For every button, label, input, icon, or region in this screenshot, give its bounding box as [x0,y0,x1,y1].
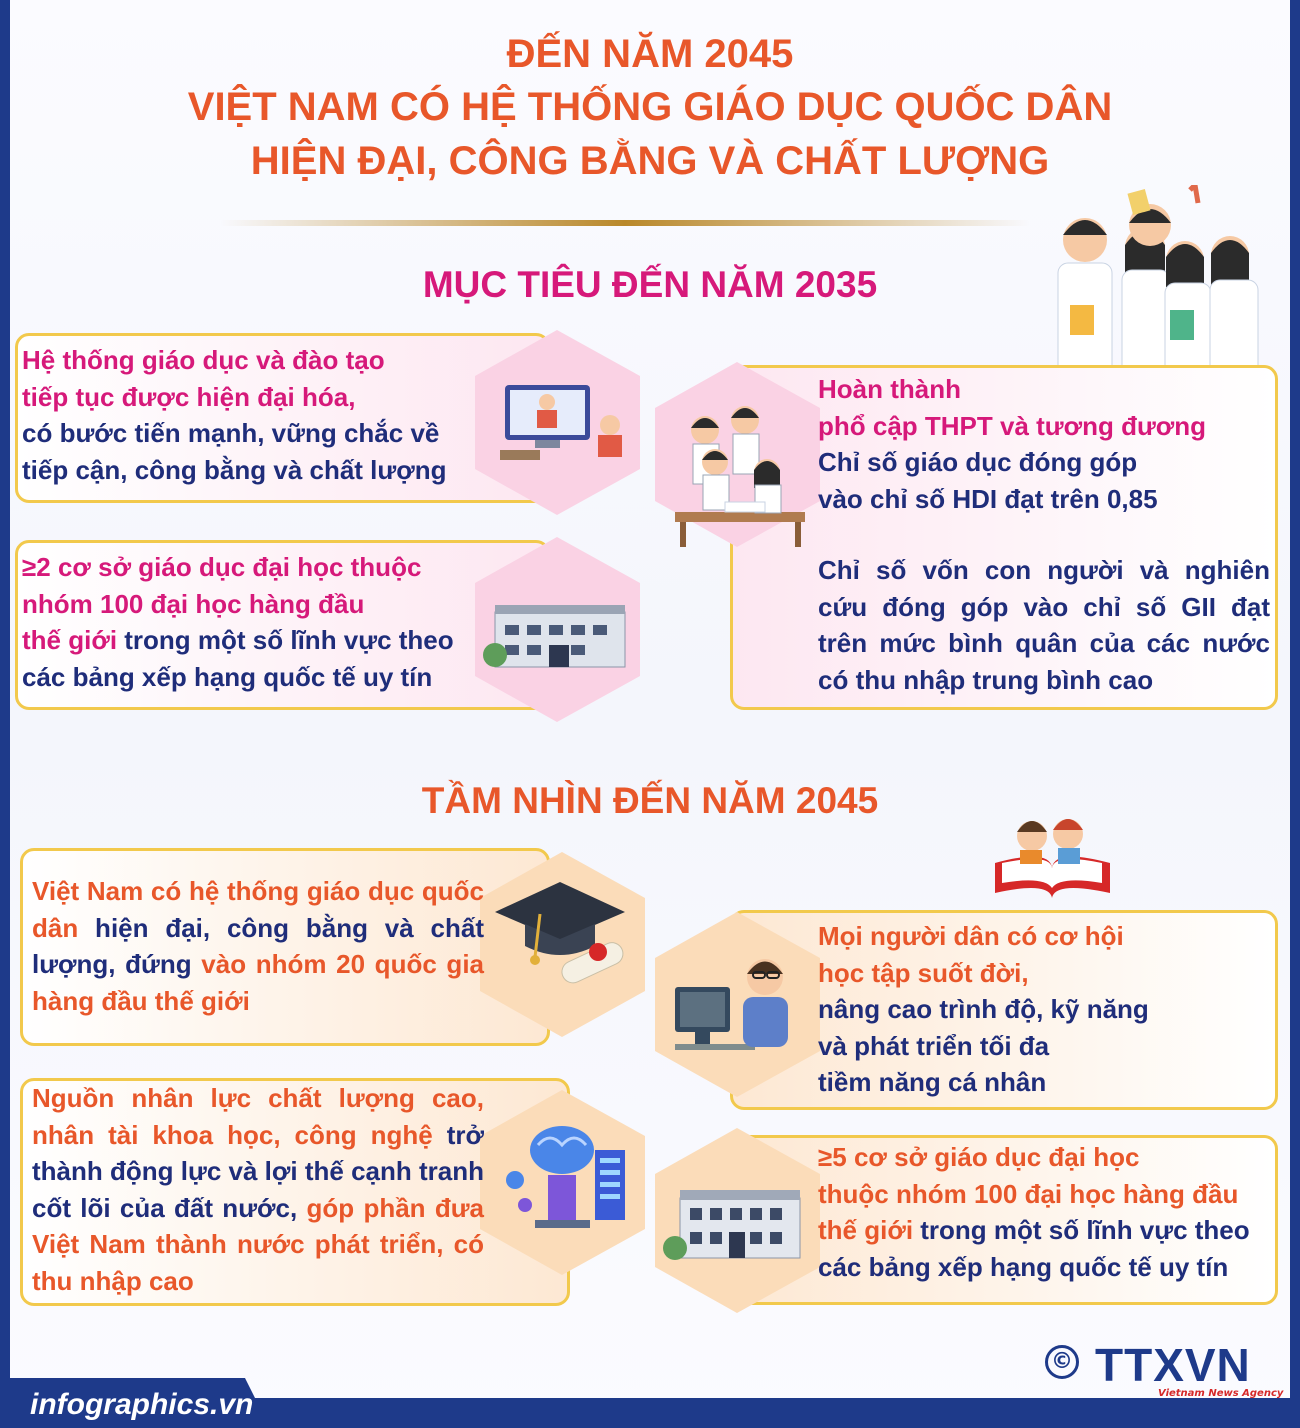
vision-card-education-system-text [32,873,484,1019]
text-line: học tập suốt đời, [818,957,1029,988]
vision-card-human-resources-text [32,1080,484,1299]
vision-card-universities-2045-text [818,1139,1250,1285]
left-border-stripe [0,0,10,1428]
person-computer-hexagon [655,912,820,1097]
university-building-hexagon [475,537,640,722]
title-divider [220,220,1030,226]
text-line: nâng cao trình độ, kỹ năng [818,994,1149,1024]
text-line: phổ cập THPT và tương đương [818,410,1207,441]
students-studying-hexagon [655,362,820,547]
text-line: các bảng xếp hạng quốc tế uy tín [818,1251,1229,1282]
text-line: Mọi người dân có cơ hội [818,921,1124,951]
online-class-hexagon [475,330,640,515]
text-span: hiện đại, công bằng và chất lượng, đứng [32,912,484,979]
text-line: tiếp tục được hiện đại hóa, [22,381,356,412]
kids-reading-illustration [990,808,1115,898]
title-line-1: ĐẾN NĂM 2045 [506,32,794,76]
text-span: Nguồn nhân lực chất lượng cao, nhân tài khoa học, công nghệ [32,1083,484,1150]
text-span: vào nhóm 20 quốc gia hàng đầu thế giới [32,949,484,1016]
copyright-icon: © [1045,1345,1079,1379]
text-line: tiếp cận, công bằng và chất lượng [22,454,447,485]
footer-site-link[interactable]: infographics.vn [30,1388,254,1421]
goal-card-hdi-text [818,371,1206,517]
goal-card-universities-2035-text [22,549,454,695]
text-span: trở thành động lực và lợi thế cạnh tranh cốt lõi của đất nước, [32,1119,484,1223]
text-span: Việt Nam có hệ thống giáo dục quốc dân [32,876,484,943]
right-border-stripe [1290,0,1300,1428]
goal-card-gii-text: Chỉ số vốn con người và nghiên cứu đóng góp vào chỉ số GII đạt trên mức bình quân của các nước có thu nhập trung bình cao [818,555,1270,695]
text-line: thuộc nhóm 100 đại học hàng đầu [818,1178,1239,1209]
text-line: tiềm năng cá nhân [818,1067,1047,1097]
section-heading-2045: TẦM NHÌN ĐẾN NĂM 2045 [421,780,879,821]
modern-building-hexagon [655,1128,820,1313]
vision-card-lifelong-learning-text [818,918,1149,1101]
text-line: và phát triển tối đa [818,1030,1050,1061]
text-span: góp phần đưa Việt Nam thành nước phát triển, có thu nhập cao [32,1192,485,1296]
goal-card-modernization-text [22,342,446,488]
text-span: trong một số lĩnh vực theo [913,1215,1250,1245]
text-span: trong một số lĩnh vực theo [117,625,454,655]
title-line-2: VIỆT NAM CÓ HỆ THỐNG GIÁO DỤC QUỐC DÂN [187,85,1113,129]
text-line: vào chỉ số HDI đạt trên 0,85 [818,483,1158,514]
text-line [818,1212,1250,1249]
text-line: ≥2 cơ sở giáo dục đại học thuộc [22,552,422,582]
text-line: ≥5 cơ sở giáo dục đại học [818,1142,1140,1172]
text-line: nhóm 100 đại học hàng đầu [22,588,365,619]
ttxvn-logo: TTXVN [1095,1339,1251,1391]
text-line: các bảng xếp hạng quốc tế uy tín [22,661,433,692]
text-span: thế giới [22,625,118,655]
title-line-3: HIỆN ĐẠI, CÔNG BẰNG VÀ CHẤT LƯỢNG [250,139,1050,183]
graduation-cap-hexagon [480,852,645,1037]
text-line: Hoàn thành [818,374,961,404]
technology-hexagon [480,1090,645,1275]
text-line: Chỉ số giáo dục đóng góp [818,447,1138,477]
ttxvn-logo-subtitle: Vietnam News Agency [1158,1388,1284,1399]
page-title [0,28,1300,188]
text-span: thế giới [818,1215,914,1245]
text-line [22,622,454,659]
text-line: có bước tiến mạnh, vững chắc về [22,418,440,448]
section-heading-2035: MỤC TIÊU ĐẾN NĂM 2035 [422,264,878,305]
text-line: Hệ thống giáo dục và đào tạo [22,345,385,375]
